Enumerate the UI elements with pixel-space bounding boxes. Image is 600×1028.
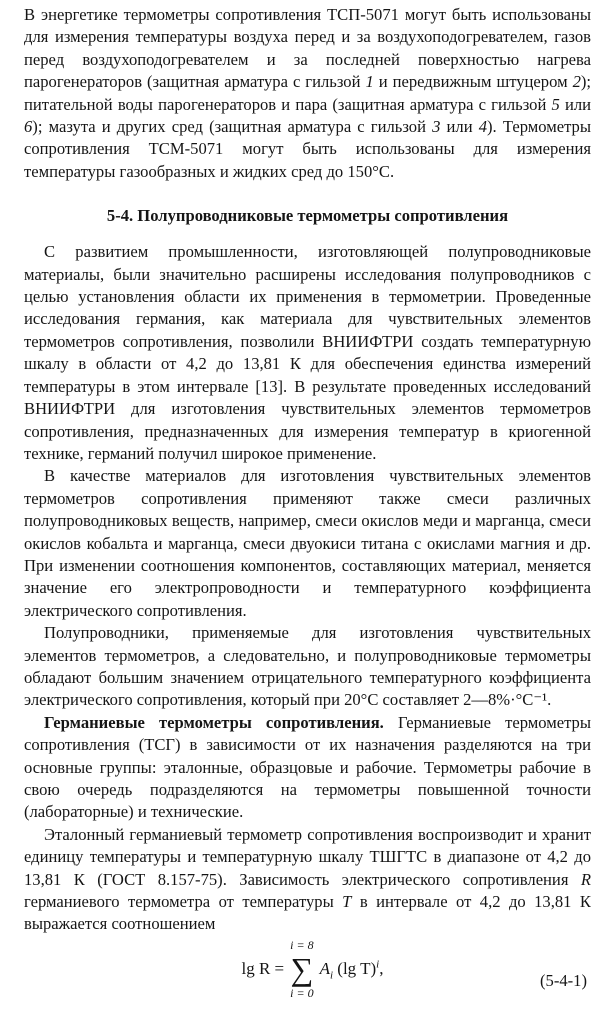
item-number: 2 [572,72,581,92]
paragraph-germanium-thermometers [24,712,591,824]
equation-body [24,938,591,1000]
text-run: Эталонный германиевый термометр сопротивления воспроизводит и хранит единицу температуры и температурную шкалу ТШГТС в диапазоне от 4,2 до 13,81 К (ГОСТ 8.157-75). Зависимость электрического сопротивления [24,824,591,889]
power-index: i [376,957,380,970]
text-run: в интервале от 4,2 до 13,81 К выражается соотношением [24,892,591,934]
paragraph-semiconductor-research: С развитием промышленности, изготовляющей полупроводниковые материалы, были значительно расширены исследования полупроводников с целью установления области их применения в термометрии. Проведенные исследования германия, как материала для чувствительных элементов термометров сопротивления, позволили ВНИИФТРИ создать температурную шкалу в области от 4,2 до 13,81 К для обеспечения единства измерений температуры в этом интервале [13]. В результате проведенных исследований ВНИИФТРИ для изготовления чувствительных элементов термометров сопротивления, предназначенных для измерения температур в криогенной технике, германий получил широкое применение. [24,242,591,463]
summation [290,938,313,1000]
item-number: 3 [432,117,441,137]
paragraph-temperature-coefficient: Полупроводники, применяемые для изготовления чувствительных элементов термометров, а следовательно, и полупроводниковые термометры обладают большим значением отрицательного температурного коэффициента электрического сопротивления, который при 20°С составляет 2—8%·°С⁻¹. [24,623,591,710]
equation-5-4-1 [24,938,591,1028]
text-run: германиевого термометра от температуры [24,892,343,912]
item-number: 5 [551,94,560,114]
item-number: 4 [478,117,488,137]
text-run: Германиевые термометры сопротивления (ТСГ) в зависимости от их назначения разделяются на три основные группы: эталонные, образцовые и рабочие. Термометры рабочие в свою очередь подразделяются на термометры повышенной точности (лабораторные) и технические. [24,712,591,822]
equation-number: (5-4-1) [540,970,587,990]
text-run: и передвижным штуцером [373,72,573,92]
paragraph-energy-thermometers [24,4,591,183]
text-run: или [559,94,591,114]
text-run: ); мазута и других сред (защитная арматура с гильзой [32,117,433,137]
item-number: 6 [24,117,33,137]
text-run: В энергетике термометры сопротивления ТСП-5071 могут быть использованы для измерения температуры воздуха перед и за воздухоподогревателем, газов перед воздухоподогревателем и за последней поверхностью нагрева парогенераторов (защитная арматура с гильзой [24,5,591,92]
sum-lower-limit: i = 0 [290,985,314,1000]
symbol-resistance: R [580,869,591,889]
section-heading: 5-4. Полупроводниковые термометры сопротивления [106,206,509,226]
equation-term [320,958,384,980]
coefficient: A [319,958,330,978]
item-number: 1 [365,72,374,92]
text-run: или [440,117,479,137]
symbol-temperature: T [342,892,352,912]
paragraph-materials: В качестве материалов для изготовления чувствительных элементов термометров сопротивления применяют также смеси различных полупроводниковых веществ, например, смеси окислов меди и марганца, смеси окислов кобальта и марганца, смеси двуокиси титана с окислами магния и др. При изменении соотношения компонентов, составляющих материал, меняется значение его электропроводности и температурного коэффициента электрического сопротивления. [24,466,591,620]
paragraph-reference-thermometer [24,824,591,936]
equation-punctuation: , [379,958,384,978]
sigma-icon: ∑ [290,950,314,987]
log-term: (lg T) [333,958,377,978]
sum-upper-limit: i = 8 [290,937,314,952]
text-run: ); питательной воды парогенераторов и пара (защитная арматура с гильзой [24,72,592,114]
coefficient-index: i [329,969,334,982]
run-in-heading: Германиевые термометры сопротивления. [44,712,384,732]
equation-lhs: lg R = [241,958,285,978]
text-run: ). Термометры сопротивления ТСМ-5071 могут быть использованы для измерения температуры газообразных и жидких сред до 150°С. [24,117,591,181]
